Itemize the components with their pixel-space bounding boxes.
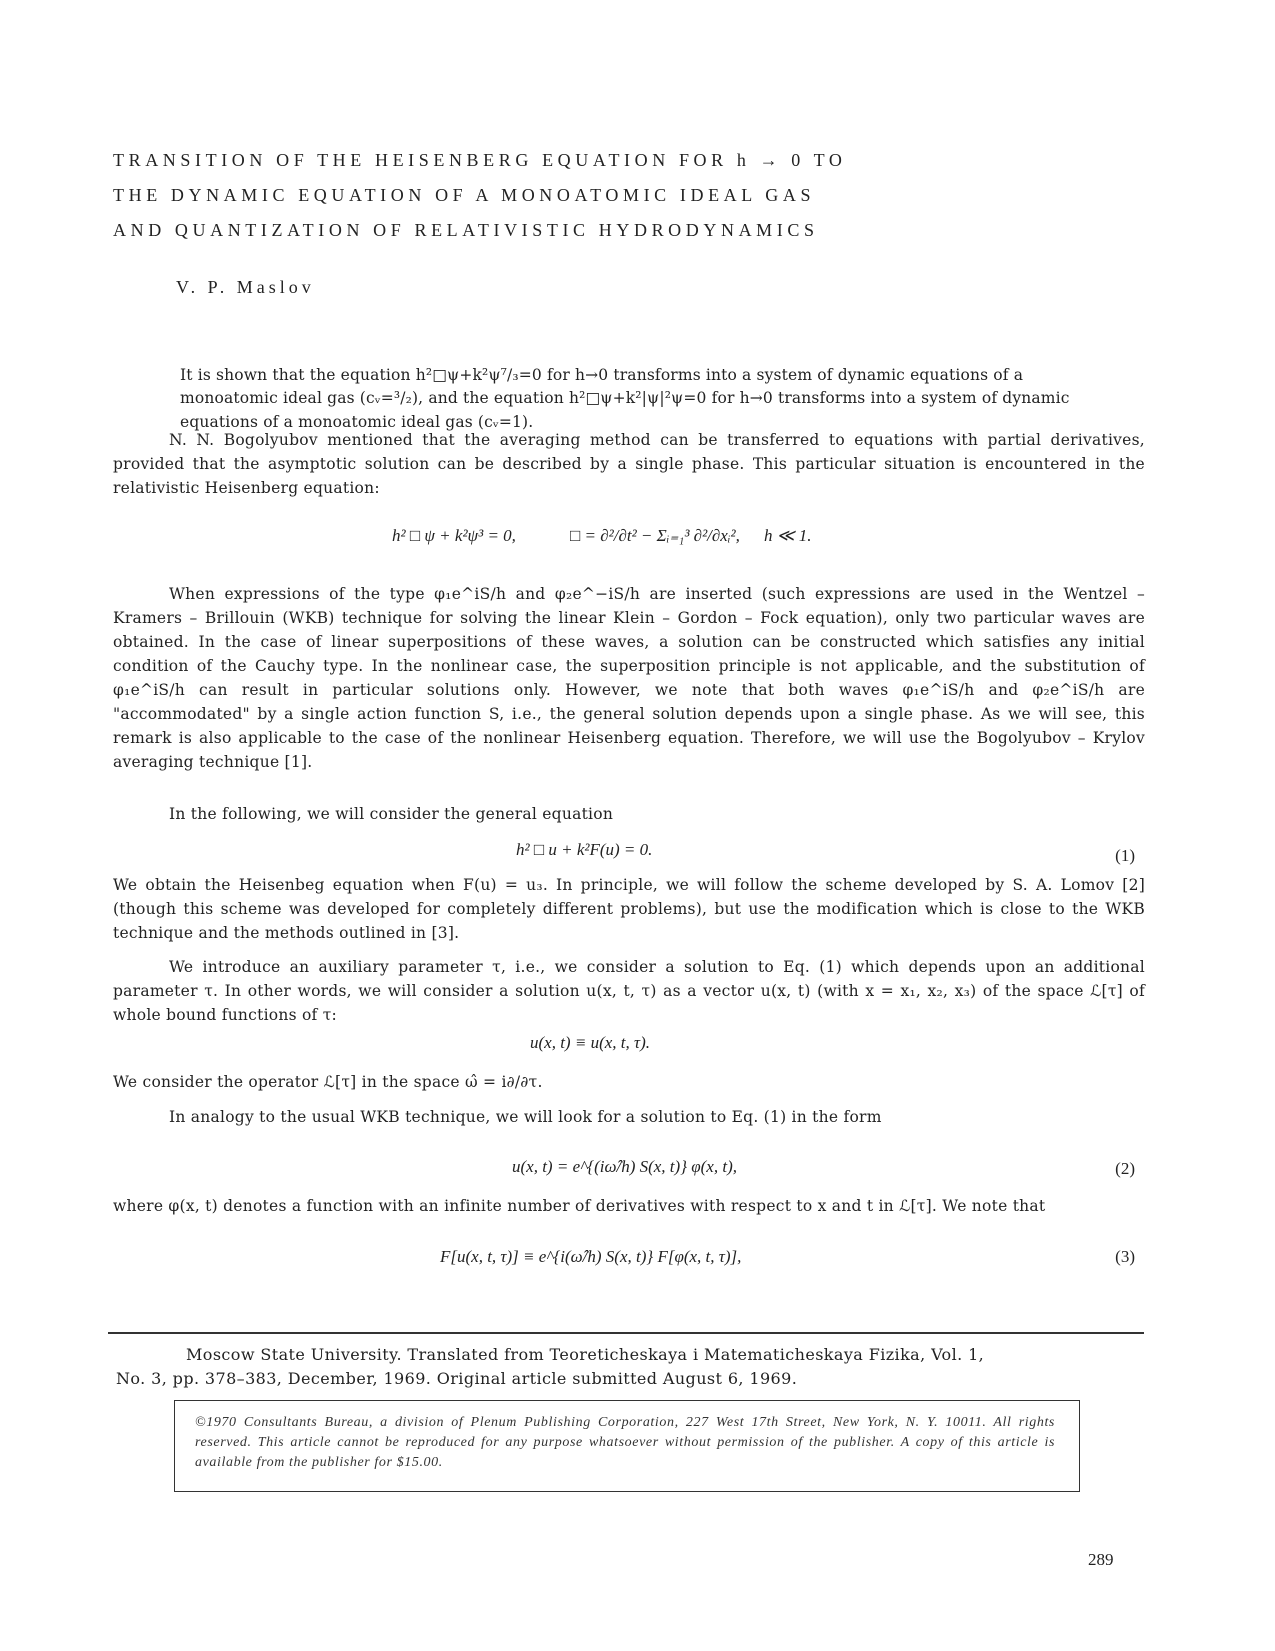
body-block-2 — [113, 582, 1145, 774]
paragraph-lomov: We obtain the Heisenbeg equation when F(u) = u₃. In principle, we will follow the scheme developed by S. A. Lomov [2] (though this scheme was developed for completely different problems), but use the modification which is close to the WKB technique and the methods outlined in [3]. — [113, 876, 1145, 942]
paragraph-general-equation: In the following, we will consider the general equation — [169, 805, 614, 823]
paragraph-derivatives: where φ(x, t) denotes a function with an infinite number of derivatives with respect to x and t in ℒ[τ]. We note that — [113, 1197, 1046, 1215]
abstract: It is shown that the equation h²□ψ+k²ψ⁷/₃=0 for h→0 transforms into a system of dynamic equations of a monoatomic ideal gas (cᵥ=³/₂), and the equation h²□ψ+k²|ψ|²ψ=0 for h→0 transforms into a system of dynamic equations of a monoatomic ideal gas (cᵥ=1). — [180, 365, 1070, 431]
equation-3-number: (3) — [1115, 1247, 1135, 1266]
equation-h-small: h ≪ 1. — [764, 526, 812, 545]
body-block-6 — [113, 1070, 1145, 1094]
paragraph-auxiliary: We introduce an auxiliary parameter τ, i.e., we consider a solution to Eq. (1) which depends upon an additional parameter τ. In other words, we will consider a solution u(x, t, τ) as a vector u(x, t) (with x = x₁, x₂, x₃) of the space ℒ[τ] of whole bound functions of τ: — [113, 958, 1145, 1024]
author-name: V. P. Maslov — [176, 277, 315, 297]
affiliation-line-1: Moscow State University. Translated from Teoreticheskaya i Matematicheskaya Fizika, Vol. 1, — [186, 1345, 985, 1364]
body-block-4 — [113, 873, 1145, 945]
paragraph-intro: N. N. Bogolyubov mentioned that the averaging method can be transferred to equations with partial derivatives, provided that the asymptotic solution can be described by a single phase. This particular situation is encountered in the relativistic Heisenberg equation: — [113, 431, 1145, 497]
equation-2: u(x, t) = e^{(iω̂/h) S(x, t)} φ(x, t), — [512, 1157, 737, 1176]
equation-3: F[u(x, t, τ)] ≡ e^{i(ω̂/h) S(x, t)} F[φ(x, t, τ)], — [440, 1247, 742, 1266]
body-block-1 — [113, 428, 1145, 500]
equation-vector-definition: u(x, t) ≡ u(x, t, τ). — [530, 1033, 650, 1052]
page-number: 289 — [1088, 1550, 1114, 1569]
body-block-5 — [113, 955, 1145, 1027]
copyright-notice: ©1970 Consultants Bureau, a division of Plenum Publishing Corporation, 227 West 17th Street, New York, N. Y. 10011. All rights reserved. This article cannot be reproduced for any purpose whatsoever without permission of the publisher. A copy of this article is available from the publisher for $15.00. — [195, 1415, 1055, 1470]
paragraph-analogy: In analogy to the usual WKB technique, we will look for a solution to Eq. (1) in the form — [169, 1108, 882, 1126]
article-title-line-2: THE DYNAMIC EQUATION OF A MONOATOMIC IDEAL GAS — [113, 185, 816, 205]
body-block-8 — [113, 1194, 1145, 1218]
footnote-divider — [108, 1332, 1144, 1334]
equation-box-operator: □ = ∂²/∂t² − Σᵢ₌₁³ ∂²/∂xᵢ², — [570, 526, 740, 545]
equation-1-number: (1) — [1115, 846, 1135, 865]
paragraph-operator: We consider the operator ℒ[τ] in the space ω̂ = i∂/∂τ. — [113, 1073, 543, 1091]
paragraph-wkb: When expressions of the type φ₁e^iS/h and φ₂e^−iS/h are inserted (such expressions are used in the Wentzel – Kramers – Brillouin (WKB) technique for solving the linear Klein – Gordon – Fock equation), only two particular waves are obtained. In the case of linear superpositions of these waves, a solution can be constructed which satisfies any initial condition of the Cauchy type. In the nonlinear case, the superposition principle is not applicable, and the substitution of φ₁e^iS/h can result in particular solutions only. However, we note that both waves φ₁e^iS/h and φ₂e^iS/h are "accommodated" by a single action function S, i.e., the general solution depends upon a single phase. As we will see, this remark is also applicable to the case of the nonlinear Heisenberg equation. Therefore, we will use the Bogolyubov – Krylov averaging technique [1]. — [113, 585, 1145, 771]
equation-heisenberg: h² □ ψ + k²ψ³ = 0, — [392, 526, 516, 545]
equation-2-number: (2) — [1115, 1159, 1135, 1178]
body-block-7 — [113, 1105, 1145, 1129]
body-block-3 — [113, 802, 1145, 826]
copyright-box — [174, 1400, 1080, 1492]
affiliation-footnote — [116, 1343, 1146, 1391]
affiliation-line-2: No. 3, pp. 378–383, December, 1969. Original article submitted August 6, 1969. — [116, 1369, 798, 1388]
article-title-line-3: AND QUANTIZATION OF RELATIVISTIC HYDRODYNAMICS — [113, 220, 819, 240]
equation-1: h² □ u + k²F(u) = 0. — [516, 840, 653, 859]
article-title-line-1: TRANSITION OF THE HEISENBERG EQUATION FOR h → 0 TO — [113, 150, 847, 170]
